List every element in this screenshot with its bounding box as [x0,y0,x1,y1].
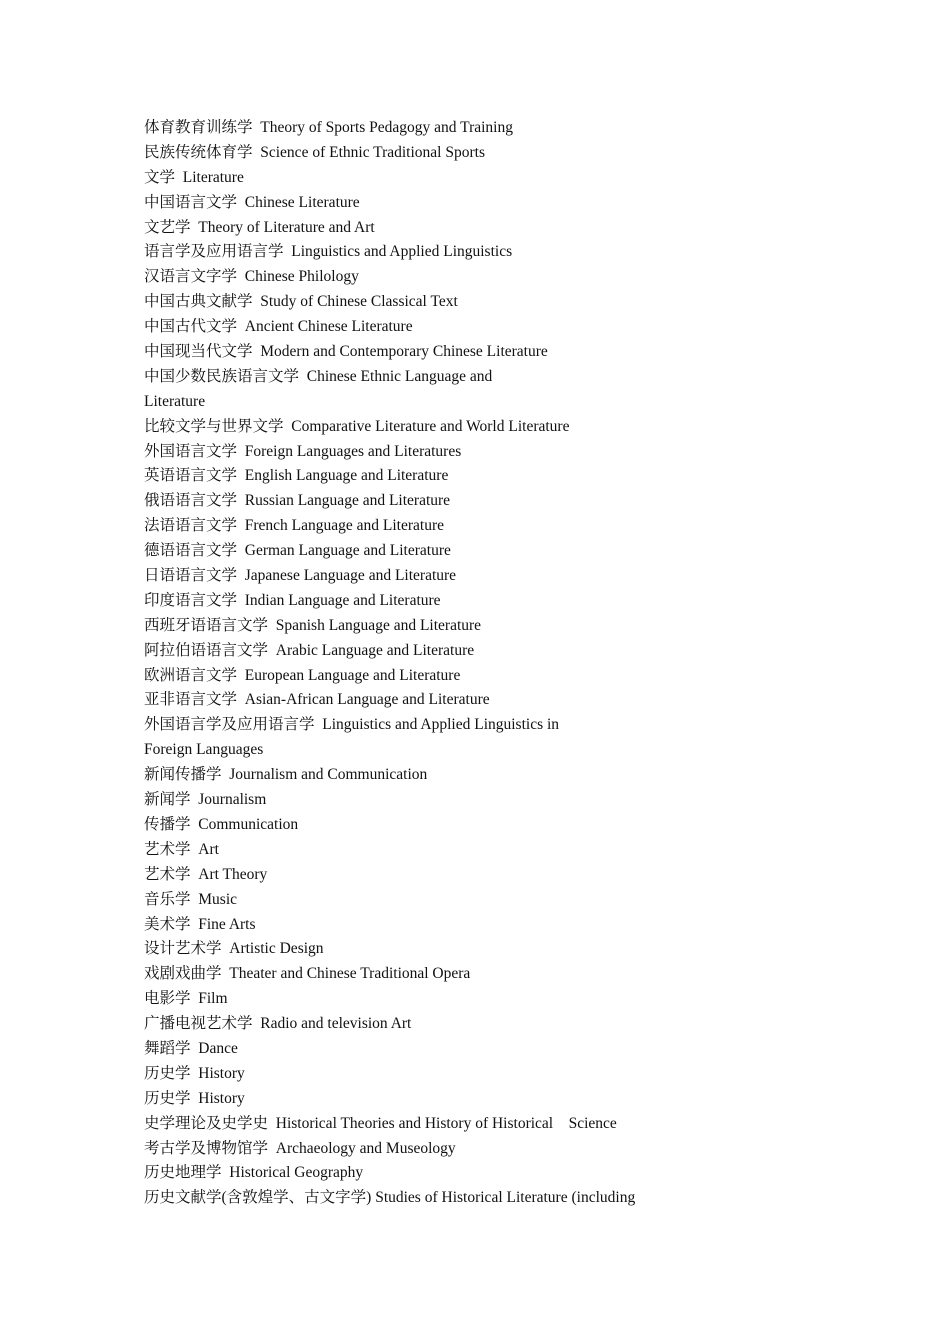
term-line: 广播电视艺术学 Radio and television Art [144,1015,412,1033]
term-line: 阿拉伯语语言文学 Arabic Language and Literature [144,641,475,659]
term-line: 俄语语言文学 Russian Language and Literature [144,492,451,510]
term-line: 日语语言文学 Japanese Language and Literature [144,567,457,585]
term-line: 新闻学 Journalism [144,791,267,809]
term-line: 外国语言文学 Foreign Languages and Literatures [144,442,462,460]
term-line: 音乐学 Music [144,890,238,908]
term-line: 历史学 History [144,1064,245,1082]
term-line: 中国古代文学 Ancient Chinese Literature [144,318,413,336]
term-line: 中国现当代文学 Modern and Contemporary Chinese Literature [144,343,548,361]
term-line: 汉语言文字学 Chinese Philology [144,268,359,286]
term-line: Foreign Languages [144,741,264,759]
term-line: 中国少数民族语言文学 Chinese Ethnic Language and [144,367,493,385]
term-line: 电影学 Film [144,990,228,1008]
term-line: Literature [144,392,206,410]
term-line: 历史学 History [144,1089,245,1107]
term-line: 史学理论及史学史 Historical Theories and History of Historical Science [144,1114,617,1132]
term-line: 民族传统体育学 Science of Ethnic Traditional Sports [144,143,485,161]
term-line: 体育教育训练学 Theory of Sports Pedagogy and Training [144,119,513,136]
term-line: 英语语言文学 English Language and Literature [144,467,449,485]
term-line: 中国语言文学 Chinese Literature [144,193,360,211]
term-line: 历史地理学 Historical Geography [144,1164,364,1182]
term-line: 外国语言学及应用语言学 Linguistics and Applied Linguistics in [144,716,560,734]
term-line: 艺术学 Art [144,840,219,858]
term-line: 文艺学 Theory of Literature and Art [144,218,375,236]
term-line: 文学 Literature [144,168,244,186]
term-list [144,116,704,1211]
term-line: 西班牙语语言文学 Spanish Language and Literature [144,616,482,634]
term-line: 设计艺术学 Artistic Design [144,940,324,958]
term-line: 欧洲语言文学 European Language and Literature [144,666,461,684]
term-line: 德语语言文学 German Language and Literature [144,542,451,560]
term-line: 中国古典文献学 Study of Chinese Classical Text [144,293,458,311]
term-line: 考古学及博物馆学 Archaeology and Museology [144,1139,456,1157]
term-line: 语言学及应用语言学 Linguistics and Applied Linguistics [144,243,513,261]
term-line: 比较文学与世界文学 Comparative Literature and World Literature [144,417,570,435]
term-line: 艺术学 Art Theory [144,865,268,883]
term-line: 历史文献学(含敦煌学、古文字学) Studies of Historical Literature (including [144,1189,636,1207]
term-line: 印度语言文学 Indian Language and Literature [144,591,441,609]
term-line: 传播学 Communication [144,815,299,833]
term-line: 舞蹈学 Dance [144,1039,238,1057]
term-line: 新闻传播学 Journalism and Communication [144,766,428,784]
term-line: 戏剧戏曲学 Theater and Chinese Traditional Opera [144,965,471,983]
term-line: 法语语言文学 French Language and Literature [144,517,445,535]
term-line: 亚非语言文学 Asian-African Language and Literature [144,691,490,709]
term-line: 美术学 Fine Arts [144,915,256,933]
